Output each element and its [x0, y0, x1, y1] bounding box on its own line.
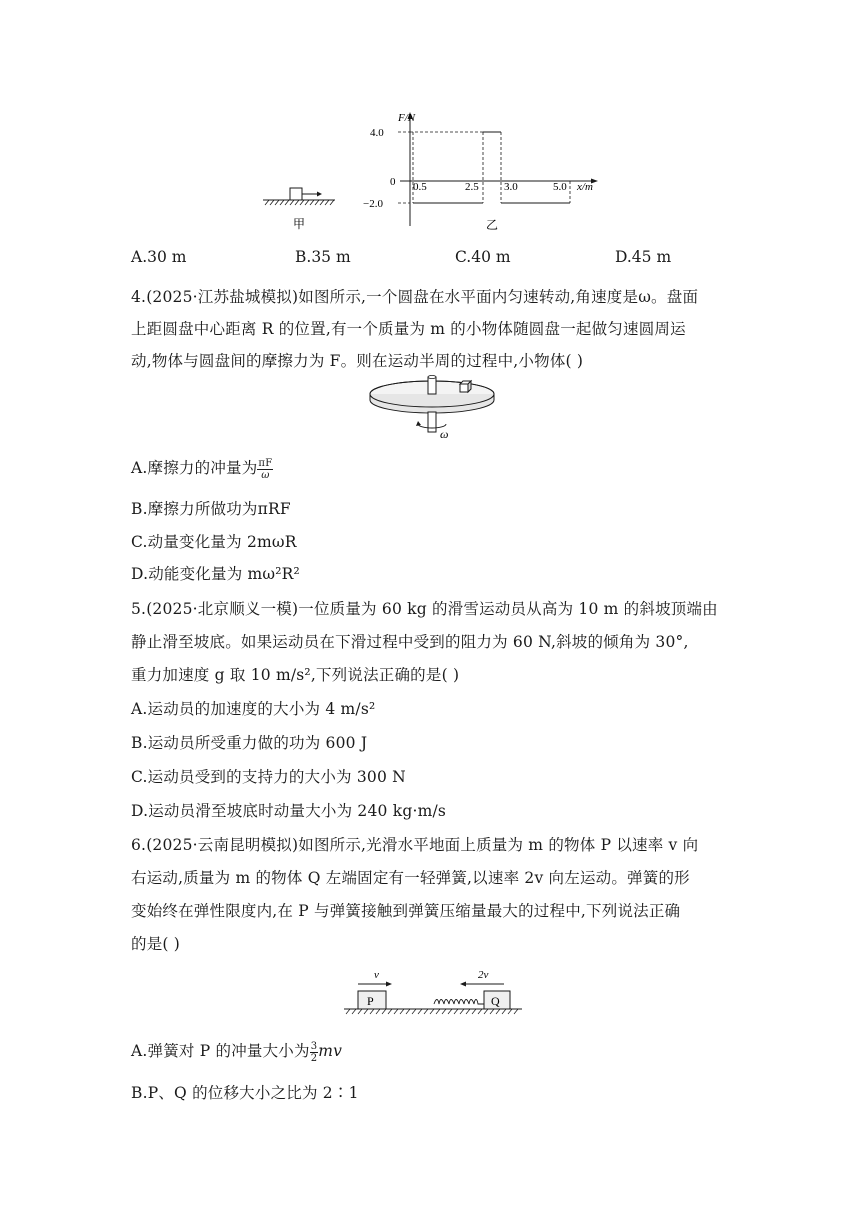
q4-stem-line-2: 上距圆盘中心距离 R 的位置,有一个质量为 m 的小物体随圆盘一起做匀速圆周运 — [131, 320, 686, 338]
q4-stem-line-3: 动,物体与圆盘间的摩擦力为 F。则在运动半周的过程中,小物体( ) — [131, 352, 584, 370]
q4-option-d: D.动能变化量为 mω²R² — [131, 565, 300, 583]
q6-option-a-text: A.弹簧对 P 的冲量大小为 — [131, 1042, 310, 1060]
x-tick-0-5: 0.5 — [413, 181, 427, 193]
q3-force-graph — [358, 108, 608, 236]
q4-disk-figure — [366, 372, 506, 444]
q3-option-d: D.45 m — [615, 248, 672, 266]
y-tick-neg2: −2.0 — [363, 198, 383, 210]
q4-option-a — [131, 456, 273, 481]
fraction-denominator: ω — [261, 469, 270, 481]
q3-option-b: B.35 m — [295, 248, 351, 266]
q5-option-c: C.运动员受到的支持力的大小为 300 N — [131, 768, 406, 786]
x-tick-2-5: 2.5 — [465, 181, 479, 193]
q6-spring-figure — [338, 966, 528, 1018]
fraction-denominator: 2 — [310, 1052, 318, 1064]
q5-option-d: D.运动员滑至坡底时动量大小为 240 kg·m/s — [131, 802, 447, 820]
q5-stem-line-1: 5.(2025·北京顺义一模)一位质量为 60 kg 的滑雪运动员从高为 10 m 的斜坡顶端由 — [131, 600, 718, 618]
q4-option-b: B.摩擦力所做功为πRF — [131, 500, 291, 518]
fraction-numerator: 3 — [310, 1040, 318, 1052]
q6-stem-line-3: 变始终在弹性限度内,在 P 与弹簧接触到弹簧压缩量最大的过程中,下列说法正确 — [131, 902, 681, 920]
q6-option-a — [131, 1039, 342, 1064]
q6-stem-line-1: 6.(2025·云南昆明模拟)如图所示,光滑水平地面上质量为 m 的物体 P 以速率 v 向 — [131, 836, 699, 854]
y-tick-4: 4.0 — [370, 127, 384, 139]
omega-label: ω — [440, 427, 449, 441]
x-tick-3-0: 3.0 — [504, 181, 518, 193]
q6-option-a-suffix: mv — [318, 1042, 343, 1060]
q3-option-a: A.30 m — [131, 248, 187, 266]
figure-caption-jia: 甲 — [293, 217, 306, 231]
q4-stem-line-1: 4.(2025·江苏盐城模拟)如图所示,一个圆盘在水平面内匀速转动,角速度是ω。盘面 — [131, 288, 699, 306]
p-speed-label: v — [374, 969, 379, 981]
x-tick-5-0: 5.0 — [553, 181, 567, 193]
q6-stem-line-4: 的是( ) — [131, 935, 181, 953]
q5-stem-line-3: 重力加速度 g 取 10 m/s²,下列说法正确的是( ) — [131, 666, 460, 684]
fraction — [257, 458, 273, 481]
q3-option-c: C.40 m — [455, 248, 511, 266]
q-speed-label: 2v — [478, 969, 489, 981]
q5-option-b: B.运动员所受重力做的功为 600 J — [131, 734, 368, 752]
y-tick-0: 0 — [390, 176, 396, 188]
fraction-numerator: πF — [258, 457, 273, 469]
q4-option-a-text: A.摩擦力的冲量为 — [131, 459, 258, 477]
q5-stem-line-2: 静止滑至坡底。如果运动员在下滑过程中受到的阻力为 60 N,斜坡的倾角为 30°, — [131, 633, 689, 651]
q3-figure-block — [255, 182, 345, 232]
figure-caption-yi: 乙 — [486, 218, 499, 232]
fraction — [310, 1041, 319, 1064]
q4-option-c: C.动量变化量为 2mωR — [131, 533, 297, 551]
block-q-label: Q — [491, 994, 500, 1008]
x-axis-label: x/m — [577, 181, 593, 193]
q6-stem-line-2: 右运动,质量为 m 的物体 Q 左端固定有一轻弹簧,以速率 2v 向左运动。弹簧的形 — [131, 869, 690, 887]
y-axis-label: F/N — [398, 112, 416, 124]
q6-option-b: B.P、Q 的位移大小之比为 2∶1 — [131, 1084, 359, 1102]
block-p-label: P — [367, 994, 374, 1008]
q5-option-a: A.运动员的加速度的大小为 4 m/s² — [131, 700, 376, 718]
